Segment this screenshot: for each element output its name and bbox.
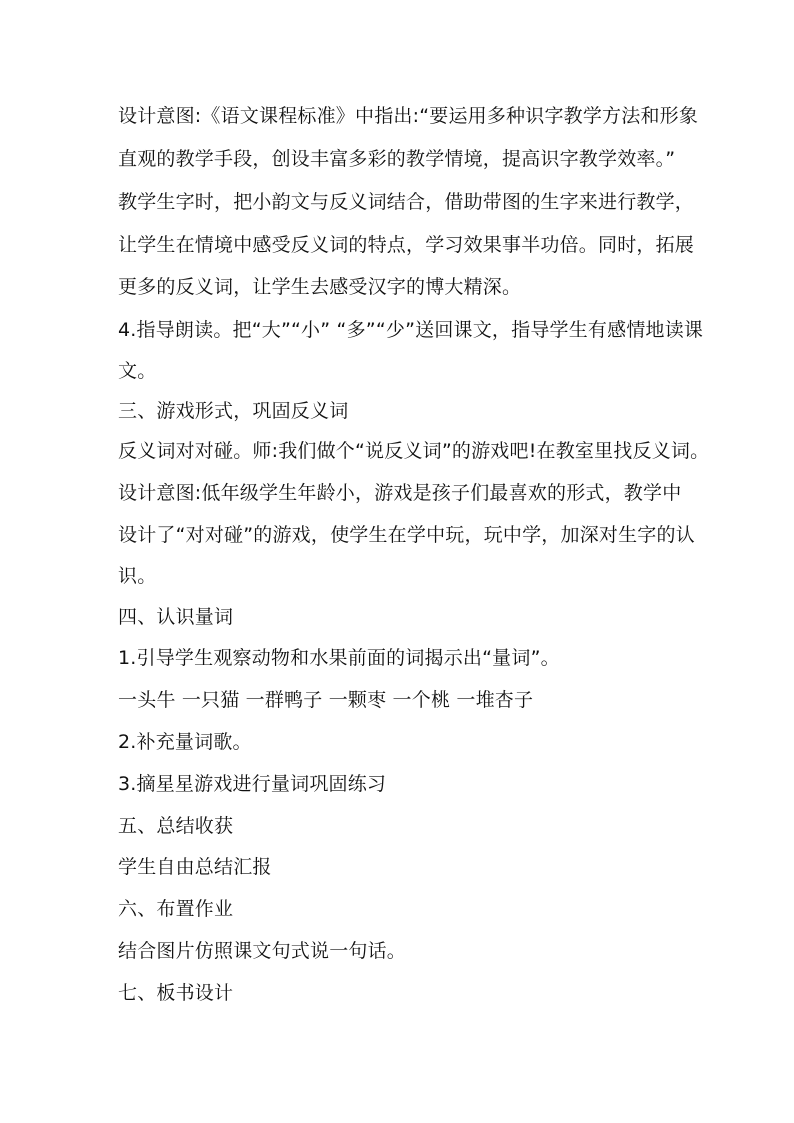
text-line: 2.补充量词歌。 <box>118 731 252 753</box>
text-line: 1.引导学生观察动物和水果前面的词揭示出“量词”。 <box>118 647 560 669</box>
text-line: 教学生字时，把小韵文与反义词结合，借助带图的生字来进行教学， <box>118 191 695 213</box>
text-line: 设计了“对对碰”的游戏，使学生在学中玩，玩中学，加深对生字的认 <box>118 524 695 546</box>
text-line: 学生自由总结汇报 <box>118 856 272 878</box>
text-line: 设计意图:《语文课程标准》中指出:“要运用多种识字教学方法和形象 <box>118 105 699 127</box>
text-line: 文。 <box>118 360 157 382</box>
text-line: 一头牛 一只猫 一群鸭子 一颗枣 一个桃 一堆杏子 <box>118 689 534 711</box>
text-line: 反义词对对碰。师:我们做个“说反义词”的游戏吧!在教室里找反义词。 <box>118 440 710 462</box>
text-line: 让学生在情境中感受反义词的特点，学习效果事半功倍。同时，拓展 <box>118 234 695 256</box>
section-heading: 六、布置作业 <box>118 898 234 920</box>
text-line: 更多的反义词，让学生去感受汉字的博大精深。 <box>118 276 522 298</box>
section-heading: 三、游戏形式，巩固反义词 <box>118 400 349 422</box>
text-line: 识。 <box>118 565 157 587</box>
text-line: 4.指导朗读。把“大”“小” “多”“少”送回课文，指导学生有感情地读课 <box>118 319 704 341</box>
section-heading: 五、总结收获 <box>118 815 234 837</box>
section-heading: 四、认识量词 <box>118 606 234 628</box>
text-line: 直观的教学手段，创设丰富多彩的教学情境，提高识字教学效率。” <box>118 148 676 170</box>
section-heading: 七、板书设计 <box>118 982 234 1004</box>
text-line: 设计意图:低年级学生年龄小，游戏是孩子们最喜欢的形式，教学中 <box>118 482 682 504</box>
text-line: 3.摘星星游戏进行量词巩固练习 <box>118 773 387 795</box>
text-line: 结合图片仿照课文句式说一句话。 <box>118 940 407 962</box>
